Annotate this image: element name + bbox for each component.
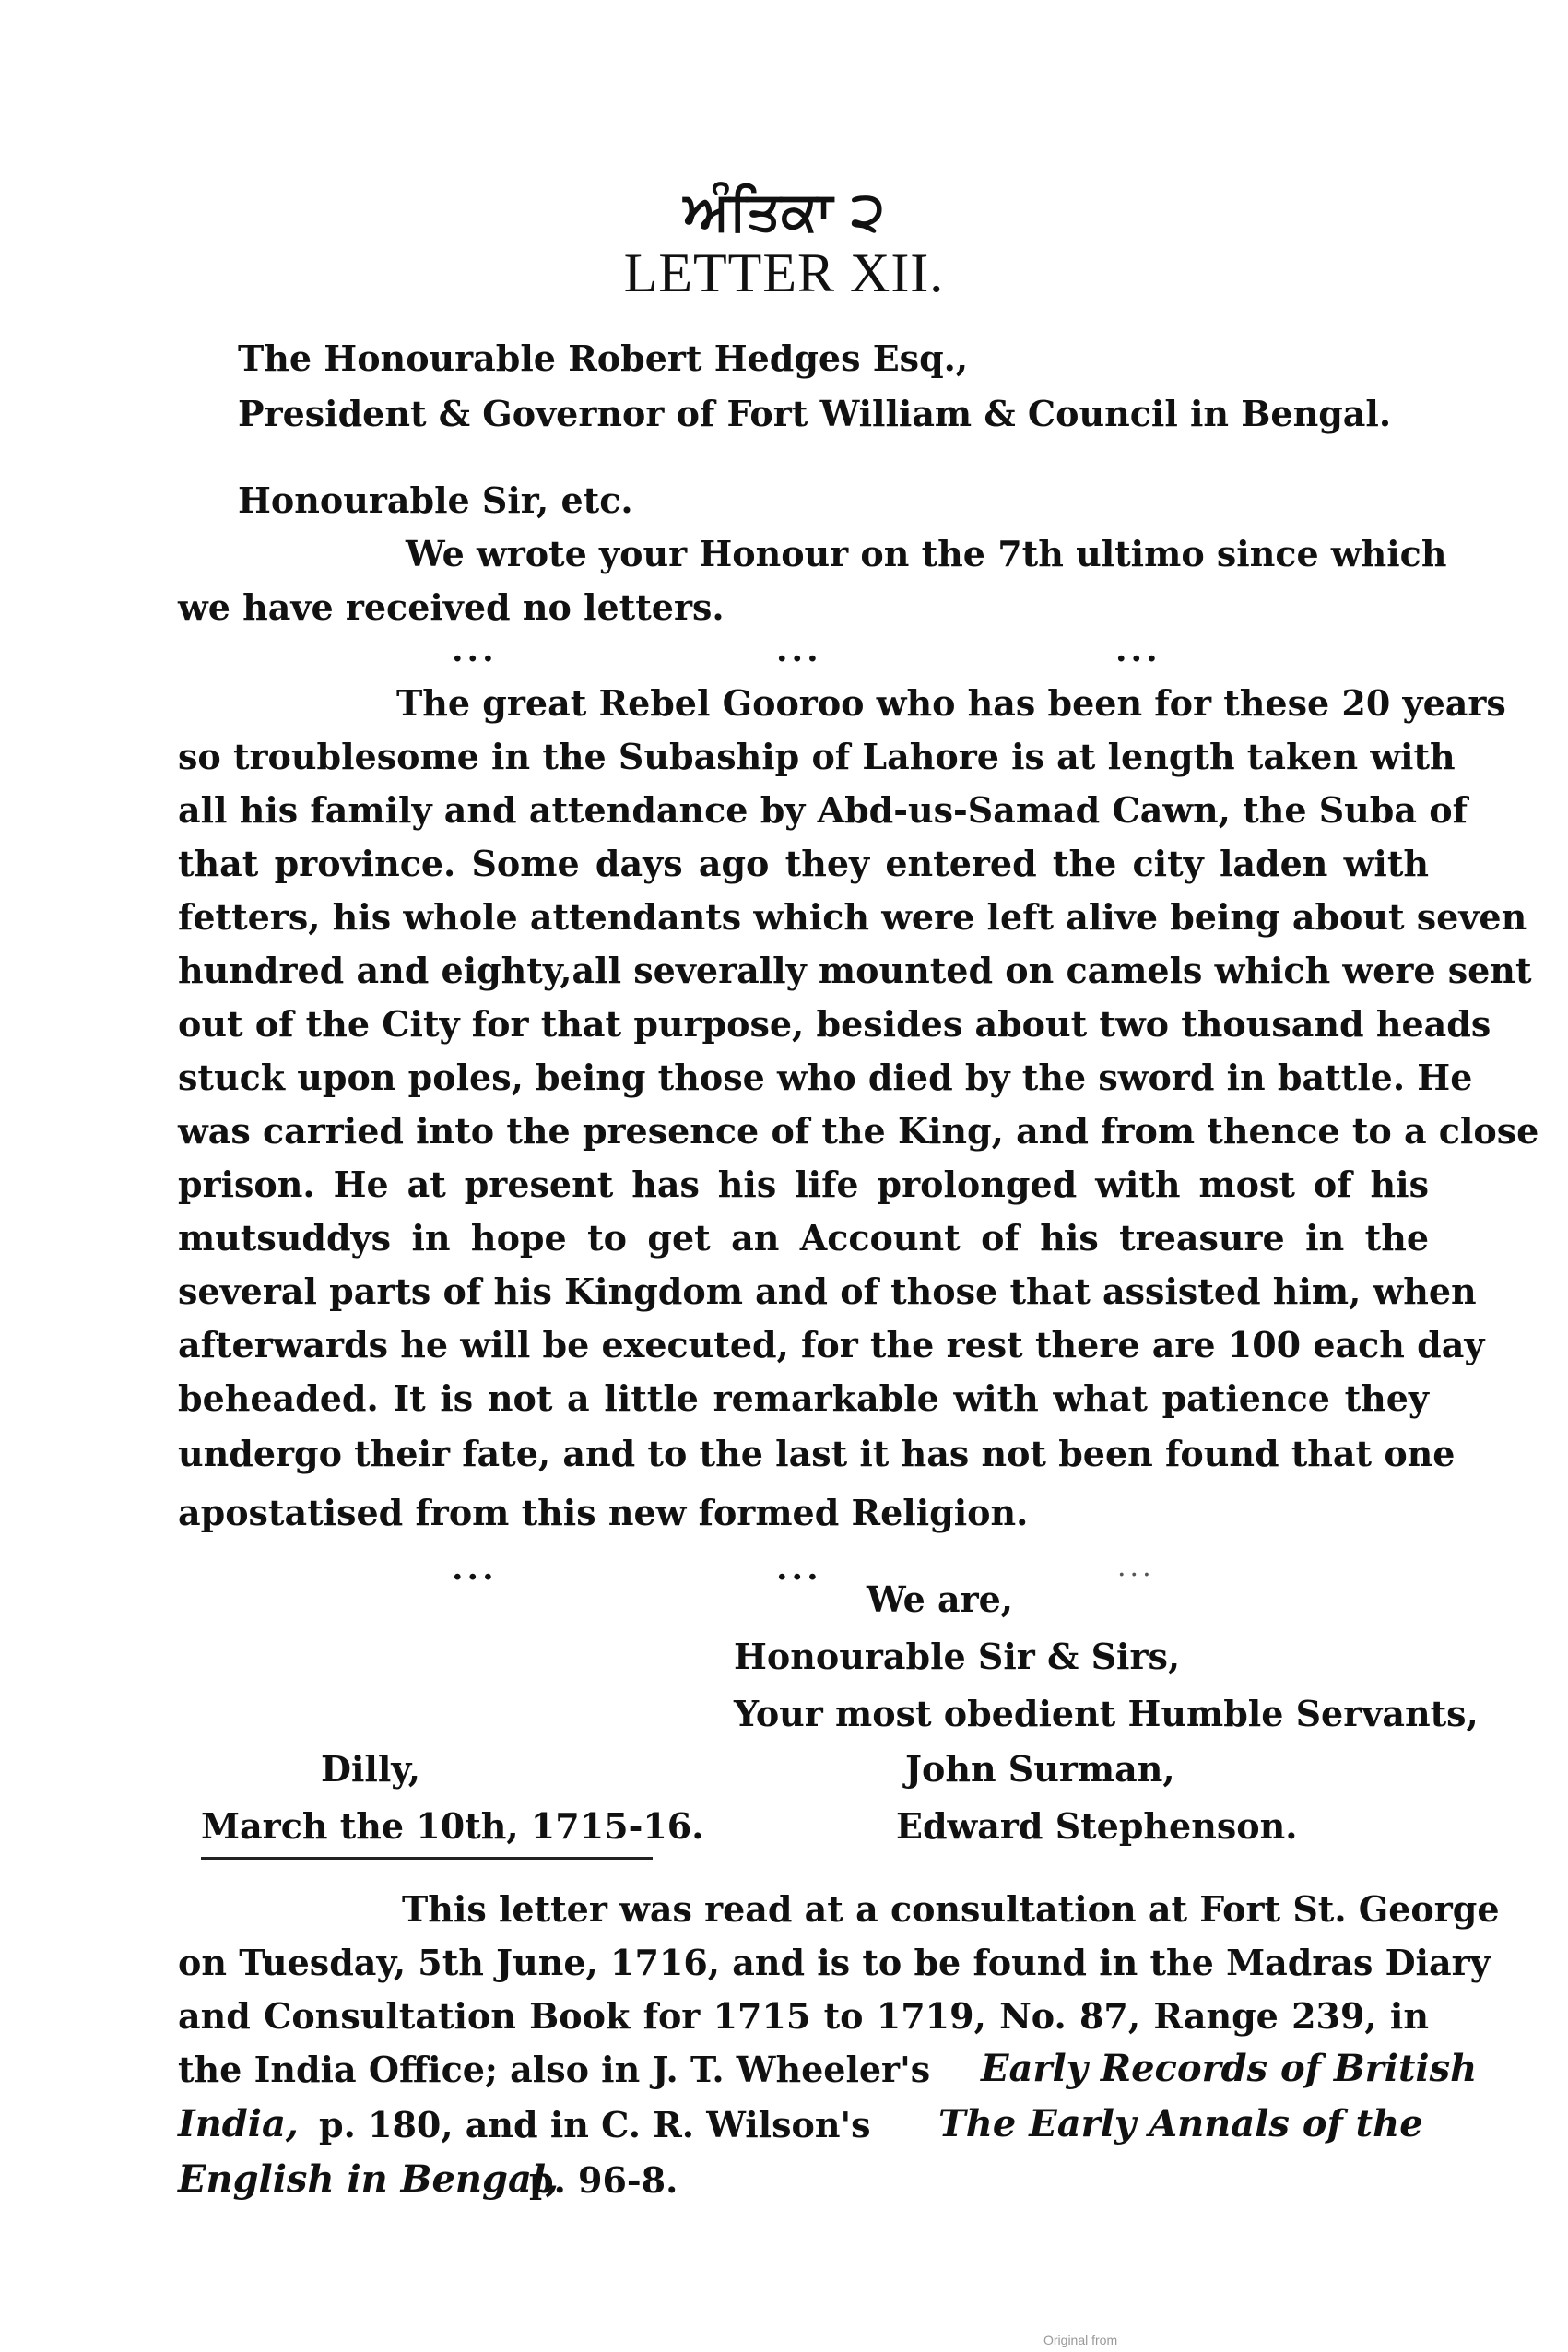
- para1-line-1: We wrote your Honour on the 7th ultimo since which: [406, 533, 1447, 574]
- ellipsis-1: ...: [452, 631, 498, 669]
- closing-sirs: Honourable Sir & Sirs,: [734, 1636, 1181, 1677]
- ellipsis2-2: ...: [776, 1549, 822, 1588]
- place: Dilly,: [321, 1748, 420, 1790]
- note-line-5-text: p. 180, and in C. R. Wilson's: [319, 2104, 871, 2145]
- para2-line-5: fetters, his whole attendants which were left alive being about seven: [178, 896, 1527, 938]
- para2-line-9: was carried into the presence of the King, and from thence to a close: [178, 1110, 1539, 1152]
- chapter-heading-gurmukhi: ਅੰਤਿਕਾ ੨: [683, 180, 885, 242]
- para2-line-15: undergo their fate, and to the last it has not been found that one: [178, 1433, 1456, 1474]
- para2-line-7: out of the City for that purpose, besides about two thousand heads: [178, 1003, 1491, 1045]
- para2-line-3: all his family and attendance by Abd-us-Samad Cawn, the Suba of: [178, 789, 1468, 831]
- para2-line-6: hundred and eighty,all severally mounted on camels which were sent: [178, 950, 1532, 991]
- date-underline: [201, 1857, 653, 1860]
- para2-line-13: afterwards he will be executed, for the rest there are 100 each day: [178, 1324, 1485, 1365]
- para2-line-12: several parts of his Kingdom and of those that assisted him, when: [178, 1271, 1477, 1312]
- signer-2: Edward Stephenson.: [896, 1805, 1298, 1847]
- para2-line-16: apostatised from this new formed Religion.: [178, 1492, 1029, 1533]
- note-line-4-title: Early Records of British: [981, 2047, 1478, 2090]
- address-line-2: President & Governor of Fort William & Council in Bengal.: [238, 393, 1392, 434]
- note-line-2: on Tuesday, 5th June, 1716, and is to be found in the Madras Diary: [178, 1942, 1491, 1983]
- para2-line-2: so troublesome in the Subaship of Lahore is at length taken with: [178, 736, 1456, 777]
- note-line-5-title-2: The Early Annals of the: [938, 2102, 1423, 2145]
- ellipsis-2: ...: [776, 631, 822, 669]
- signer-1: John Surman,: [905, 1748, 1175, 1790]
- date: March the 10th, 1715-16.: [201, 1805, 704, 1847]
- para2-line-14: beheaded. It is not a little remarkable with what patience they: [178, 1377, 1429, 1419]
- ellipsis-3: ...: [1115, 631, 1161, 669]
- para2-line-8: stuck upon poles, being those who died by the sword in battle. He: [178, 1057, 1473, 1098]
- note-line-5-title-1: India,: [178, 2102, 299, 2145]
- letter-title: LETTER XII.: [623, 242, 945, 303]
- para2-line-1: The great Rebel Gooroo who has been for these 20 years: [396, 682, 1506, 724]
- footer-watermark: Original from: [1043, 2333, 1118, 2347]
- ellipsis2-3: ...: [1117, 1551, 1155, 1583]
- para2-line-10: prison. He at present has his life prolonged with most of his: [178, 1164, 1429, 1205]
- ellipsis2-1: ...: [452, 1549, 498, 1588]
- para2-line-11: mutsuddys in hope to get an Account of his treasure in the: [178, 1217, 1429, 1259]
- note-line-6-title: English in Bengal,: [178, 2157, 560, 2201]
- note-line-1: This letter was read at a consultation at Fort St. George: [402, 1888, 1500, 1930]
- para2-line-4: that province. Some days ago they entered the city laden with: [178, 843, 1429, 884]
- closing-servants: Your most obedient Humble Servants,: [734, 1693, 1479, 1734]
- note-line-3: and Consultation Book for 1715 to 1719, No. 87, Range 239, in: [178, 1995, 1429, 2037]
- address-line-1: The Honourable Robert Hedges Esq.,: [238, 337, 969, 379]
- closing-we-are: We are,: [867, 1578, 1014, 1620]
- para1-line-2: we have received no letters.: [178, 586, 725, 628]
- note-line-6-text: p. 96-8.: [529, 2159, 678, 2201]
- salutation: Honourable Sir, etc.: [238, 479, 633, 521]
- note-line-4-text: the India Office; also in J. T. Wheeler's: [178, 2049, 931, 2090]
